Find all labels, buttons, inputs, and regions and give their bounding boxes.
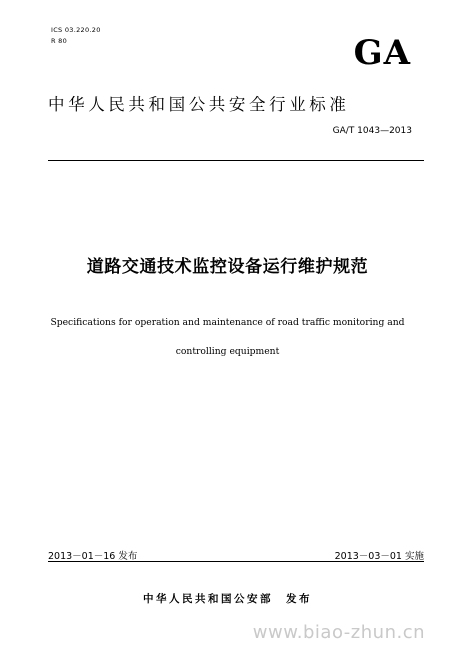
bottom-divider xyxy=(48,561,424,562)
ccs-code: R 80 xyxy=(51,37,68,45)
watermark: www.biao-zhun.cn xyxy=(252,622,425,643)
top-divider xyxy=(48,160,424,161)
ics-code: ICS 03.220.20 xyxy=(51,26,101,34)
english-title-line-1: Specifications for operation and maintenance of road traffic monitoring and xyxy=(50,317,405,328)
english-title-line-2: controlling equipment xyxy=(175,346,280,357)
standard-number: GA/T 1043—2013 xyxy=(332,126,412,136)
standard-category: 中华人民共和国公共安全行业标准 xyxy=(48,95,350,114)
implementation-date: 2013－03－01 实施 xyxy=(334,551,424,562)
ga-logo: GA xyxy=(353,33,411,73)
issue-date: 2013－01－16 发布 xyxy=(48,551,138,562)
chinese-title: 道路交通技术监控设备运行维护规范 xyxy=(86,257,369,277)
issuing-authority: 中华人民共和国公安部 发布 xyxy=(143,593,312,605)
